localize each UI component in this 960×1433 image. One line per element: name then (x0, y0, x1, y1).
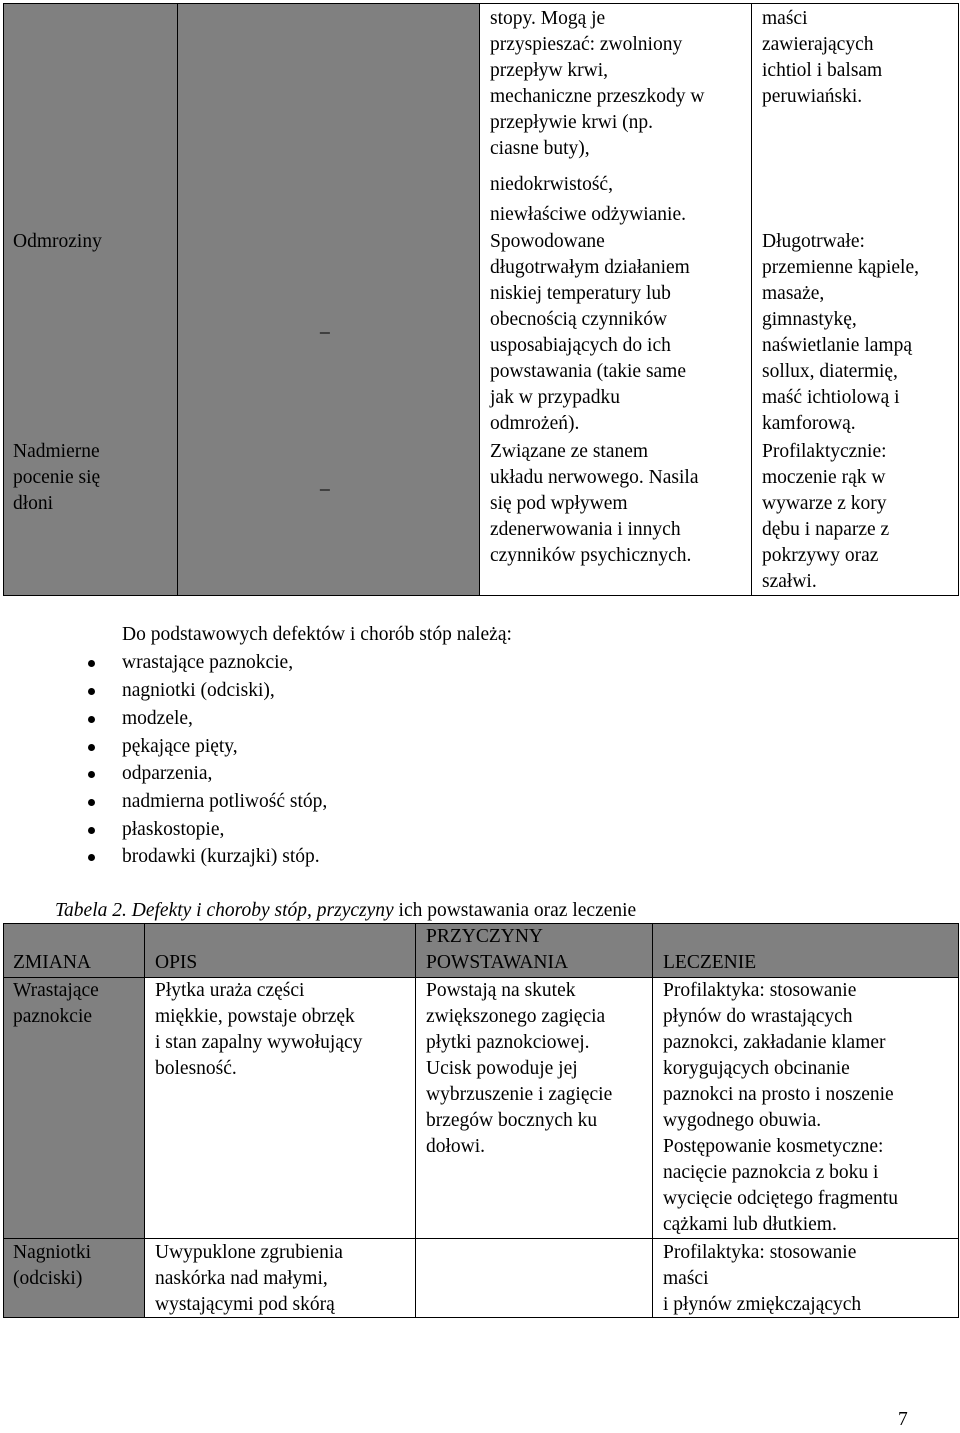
list-item: brodawki (kurzajki) stóp. (122, 846, 320, 867)
table1-pocenie-col4: Profilaktycznie: moczenie rąk w wywarze z kory dębu i naparze z pokrzywy oraz szałwi. (762, 441, 890, 592)
table1-odmroziny-col3: Spowodowane długotrwałym działaniem niskiej temperatury lub obecnością czynników usposabiających do ich powstawania (takie same jak w przypadku odmrożeń). (490, 231, 690, 434)
bullet-icon (88, 716, 95, 723)
table2-header-zmiana: ZMIANA (13, 952, 91, 973)
table1-pocenie-col2: _ (320, 472, 330, 493)
list-item: płaskostopie, (122, 819, 225, 840)
table-caption-italic: Tabela 2. Defekty i choroby stóp, przyczyny (55, 900, 394, 921)
table2-row2-zmiana: Nagniotki (odciski) (13, 1242, 91, 1289)
table2-row2-opis: Uwypuklone zgrubienia naskórka nad małymi, wystającymi pod skórą (155, 1242, 343, 1315)
bullet-icon (88, 744, 95, 751)
table-caption (55, 898, 636, 924)
bullet-icon (88, 799, 95, 806)
table2-row1-zmiana: Wrastające paznokcie (13, 980, 99, 1027)
bullet-icon (88, 827, 95, 834)
table1-pocenie-col3: Związane ze stanem układu nerwowego. Nasila się pod wpływem zdenerwowania i innych czynników psychicznych. (490, 441, 699, 566)
table1-cont-col3-b: niedokrwistość, (490, 174, 613, 195)
list-item: modzele, (122, 708, 193, 729)
table1-cont-col4: maści zawierających ichtiol i balsam peruwiański. (762, 8, 883, 107)
table2-header-leczenie: LECZENIE (663, 952, 757, 973)
list-intro: Do podstawowych defektów i chorób stóp należą: (122, 624, 512, 645)
table1-cont-col3-a: stopy. Mogą je przyspieszać: zwolniony przepływ krwi, mechaniczne przeszkody w przepływie krwi (np. ciasne buty), (490, 8, 705, 159)
bullet-icon (88, 688, 95, 695)
table1-odmroziny-col2: _ (320, 315, 330, 336)
bullet-icon (88, 660, 95, 667)
list-item: nagniotki (odciski), (122, 680, 275, 701)
table1-pocenie-name: Nadmierne pocenie się dłoni (13, 441, 101, 514)
table2-header-przyczyny: PRZYCZYNY POWSTAWANIA (426, 926, 569, 973)
table2-row1-opis: Płytka uraża części miękkie, powstaje obrzęk i stan zapalny wywołujący bolesność. (155, 980, 363, 1079)
table1-cont-col3-c: niewłaściwe odżywianie. (490, 204, 687, 225)
table2-row2-leczenie: Profilaktyka: stosowanie maści i płynów zmiękczających (663, 1242, 862, 1315)
bullet-icon (88, 771, 95, 778)
table2-row1-przyczyny: Powstają na skutek zwiększonego zagięcia płytki paznokciowej. Ucisk powoduje jej wybrzuszenie i zagięcie brzegów bocznych ku dołowi. (426, 980, 613, 1157)
list-item: odparzenia, (122, 763, 213, 784)
page-number: 7 (898, 1409, 908, 1430)
table2-row1-leczenie: Profilaktyka: stosowanie płynów do wrastających paznokci, zakładanie klamer korygujących obcinanie paznokci na prosto i noszenie wygodnego obuwia. Postępowanie kosmetyczne: nacięcie paznokcia z boku i wycięcie odciętego fragmentu cążkami lub dłutkiem. (663, 980, 898, 1235)
table1-odmroziny-col4: Długotrwałe: przemienne kąpiele, masaże, gimnastykę, naświetlanie lampą sollux, diatermię, maść ichtiolową i kamforową. (762, 231, 919, 434)
list-item: nadmierna potliwość stóp, (122, 791, 328, 812)
table2-header-opis: OPIS (155, 952, 198, 973)
list-item: wrastające paznokcie, (122, 652, 294, 673)
bullet-icon (88, 854, 95, 861)
table1-odmroziny-name: Odmroziny (13, 231, 102, 252)
table-caption-regular: ich powstawania oraz leczenie (393, 900, 637, 921)
list-item: pękające pięty, (122, 736, 238, 757)
